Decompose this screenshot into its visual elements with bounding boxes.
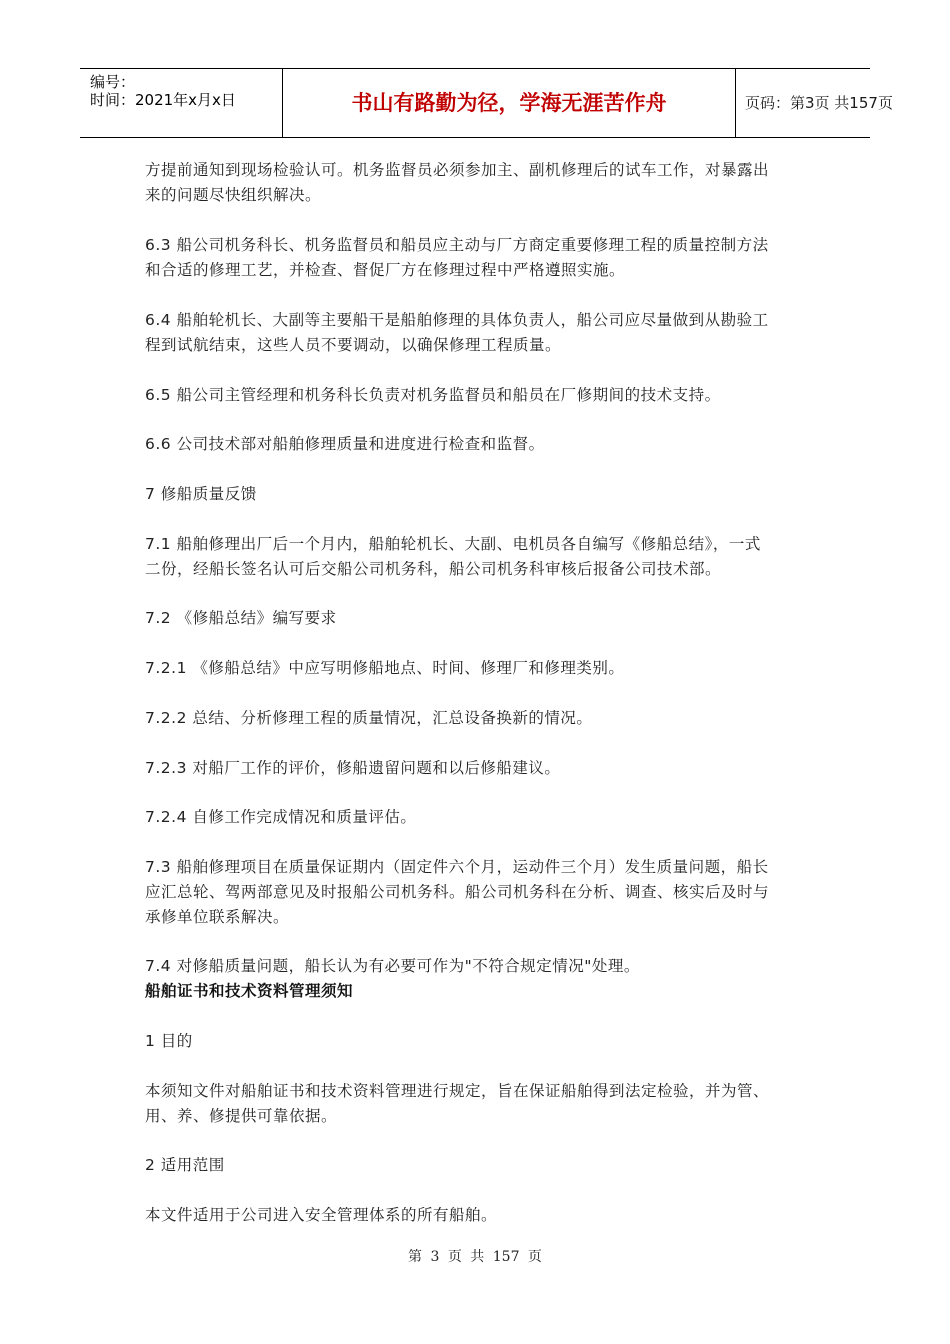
document-subtitle: 船舶证书和技术资料管理须知 bbox=[145, 982, 354, 1000]
document-time-label: 时间：2021年x月x日 bbox=[90, 91, 236, 109]
body-line: 6.4 船舶轮机长、大副等主要船干是船舶修理的具体负责人，船公司应尽量做到从勘验工 bbox=[145, 311, 769, 329]
header-motto: 书山有路勤为径，学海无涯苦作舟 bbox=[351, 91, 667, 115]
body-line: 7.2 《修船总结》编写要求 bbox=[145, 609, 337, 627]
section-heading: 7 修船质量反馈 bbox=[145, 485, 257, 503]
header-center-cell bbox=[282, 69, 736, 137]
body-line: 用、养、修提供可靠依据。 bbox=[145, 1107, 338, 1125]
body-line: 7.3 船舶修理项目在质量保证期内（固定件六个月，运动件三个月）发生质量问题，船长 bbox=[145, 858, 769, 876]
header-page-info: 页码：第3页 共157页 bbox=[745, 94, 893, 112]
body-line: 和合适的修理工艺，并检查、督促厂方在修理过程中严格遵照实施。 bbox=[145, 261, 626, 279]
body-line: 6.5 船公司主管经理和机务科长负责对机务监督员和船员在厂修期间的技术支持。 bbox=[145, 386, 721, 404]
body-line: 程到试航结束，这些人员不要调动，以确保修理工程质量。 bbox=[145, 336, 562, 354]
body-line: 7.2.2 总结、分析修理工程的质量情况，汇总设备换新的情况。 bbox=[145, 709, 593, 727]
body-line: 二份，经船长签名认可后交船公司机务科，船公司机务科审核后报备公司技术部。 bbox=[145, 560, 722, 578]
body-line: 本须知文件对船舶证书和技术资料管理进行规定，旨在保证船舶得到法定检验，并为管、 bbox=[145, 1082, 770, 1100]
body-line: 7.1 船舶修理出厂后一个月内，船舶轮机长、大副、电机员各自编写《修船总结》，一式 bbox=[145, 535, 761, 553]
section-heading: 2 适用范围 bbox=[145, 1156, 225, 1174]
body-line: 承修单位联系解决。 bbox=[145, 908, 290, 926]
section-heading: 1 目的 bbox=[145, 1032, 193, 1050]
body-line: 来的问题尽快组织解决。 bbox=[145, 186, 322, 204]
header-right-cell bbox=[734, 69, 893, 137]
body-line: 6.3 船公司机务科长、机务监督员和船员应主动与厂方商定重要修理工程的质量控制方法 bbox=[145, 236, 769, 254]
body-line: 7.2.1 《修船总结》中应写明修船地点、时间、修理厂和修理类别。 bbox=[145, 659, 625, 677]
body-line: 6.6 公司技术部对船舶修理质量和进度进行检查和监督。 bbox=[145, 435, 545, 453]
body-line: 7.2.4 自修工作完成情况和质量评估。 bbox=[145, 808, 417, 826]
document-number-label: 编号： bbox=[90, 73, 136, 91]
page-footer: 第 3 页 共 157 页 bbox=[408, 1249, 542, 1265]
body-line: 7.4 对修船质量问题，船长认为有必要可作为"不符合规定情况"处理。 bbox=[145, 957, 640, 975]
header-left-cell bbox=[80, 69, 282, 137]
body-line: 应汇总轮、驾两部意见及时报船公司机务科。船公司机务科在分析、调查、核实后及时与 bbox=[145, 883, 770, 901]
body-line: 方提前通知到现场检验认可。机务监督员必须参加主、副机修理后的试车工作，对暴露出 bbox=[145, 161, 770, 179]
body-line: 本文件适用于公司进入安全管理体系的所有船舶。 bbox=[145, 1206, 498, 1224]
body-line: 7.2.3 对船厂工作的评价，修船遗留问题和以后修船建议。 bbox=[145, 759, 561, 777]
page-header bbox=[80, 68, 893, 138]
